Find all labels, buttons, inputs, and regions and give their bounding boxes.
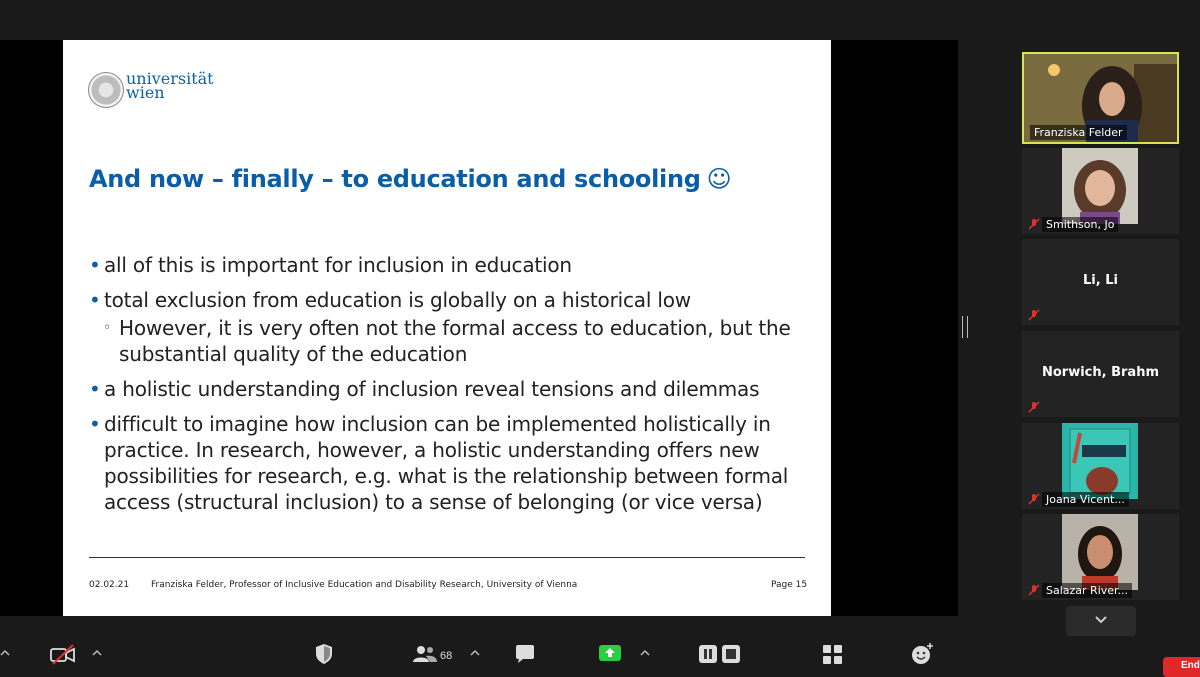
chevron-up-icon[interactable] — [640, 648, 650, 658]
slide-title-text: And now – finally – to education and schooling — [89, 165, 701, 193]
muted-mic-icon — [1028, 218, 1040, 230]
participant-photo — [1062, 423, 1138, 499]
meeting-toolbar — [0, 636, 1200, 674]
muted-mic-icon — [1028, 584, 1040, 596]
footer-author: Franziska Felder, Professor of Inclusive Education and Disability Research, University of Vienna — [151, 580, 578, 590]
end-meeting-button[interactable]: End — [1163, 657, 1200, 677]
university-logo — [88, 69, 214, 112]
bullet-item: • total exclusion from education is globally on a historical low — [89, 288, 691, 312]
participant-name: Norwich, Brahm — [1041, 365, 1159, 380]
bullet-item: • a holistic understanding of inclusion reveal tensions and dilemmas — [89, 377, 760, 401]
muted-mic-icon — [1028, 493, 1040, 505]
logo-text-line-2: wien — [126, 83, 165, 102]
participant-name: Joana Vicent... — [1042, 492, 1129, 507]
participant-tile[interactable] — [1022, 148, 1179, 234]
participants-icon[interactable] — [412, 642, 438, 666]
share-screen-icon[interactable] — [598, 642, 622, 666]
chevron-down-icon — [1094, 615, 1108, 625]
participant-photo — [1062, 514, 1138, 590]
university-seal-icon — [88, 72, 124, 108]
footer-page: Page 15 — [771, 580, 808, 590]
muted-mic-icon — [1028, 401, 1040, 413]
participant-name: Li, Li — [1083, 273, 1118, 288]
participant-tile-active-speaker[interactable] — [1022, 52, 1179, 144]
participant-name: Smithson, Jo — [1042, 217, 1118, 232]
footer-date: 02.02.21 — [89, 580, 130, 590]
participants-count-badge: 68 — [440, 650, 453, 662]
chat-icon[interactable] — [514, 642, 536, 666]
participant-tile[interactable] — [1022, 239, 1179, 325]
participant-photo — [1062, 148, 1138, 224]
top-bar — [0, 0, 1200, 40]
security-shield-icon[interactable] — [314, 642, 334, 666]
video-off-icon[interactable] — [50, 642, 76, 666]
participant-tile[interactable] — [1022, 514, 1179, 600]
reactions-icon[interactable] — [910, 642, 934, 666]
participant-tile[interactable] — [1022, 423, 1179, 509]
pause-stop-recording-icon[interactable] — [698, 642, 742, 666]
muted-mic-icon — [1028, 309, 1040, 321]
sub-bullet-item: ◦ However, it is very often not the formal access to education, but the substantial quality of the education — [103, 316, 791, 366]
footer-divider — [89, 557, 805, 558]
chevron-up-icon[interactable] — [0, 648, 10, 658]
presentation-slide — [63, 40, 831, 616]
gallery-grid-icon[interactable] — [822, 642, 844, 666]
bullet-list — [89, 252, 809, 524]
chevron-up-icon[interactable] — [470, 648, 480, 658]
resize-handle[interactable] — [962, 316, 968, 338]
bullet-item: • difficult to imagine how inclusion can be implemented holistically in practice. In research, however, a holistic understanding offers new possibilities for research, e.g. what is the relationship between formal access (structural inclusion) to a sense of belonging (or vice versa) — [89, 412, 789, 514]
bullet-item: • all of this is important for inclusion in education — [89, 253, 572, 277]
chevron-up-icon[interactable] — [92, 648, 102, 658]
participant-name: Franziska Felder — [1030, 125, 1127, 140]
participant-tile[interactable] — [1022, 331, 1179, 417]
slide-title — [89, 165, 731, 193]
logo-text-line-1: universität — [126, 69, 214, 88]
gallery-scroll-down-button[interactable] — [1066, 606, 1136, 636]
participant-name: Salazar River... — [1042, 583, 1132, 598]
smiley-icon: ☺ — [706, 165, 732, 193]
